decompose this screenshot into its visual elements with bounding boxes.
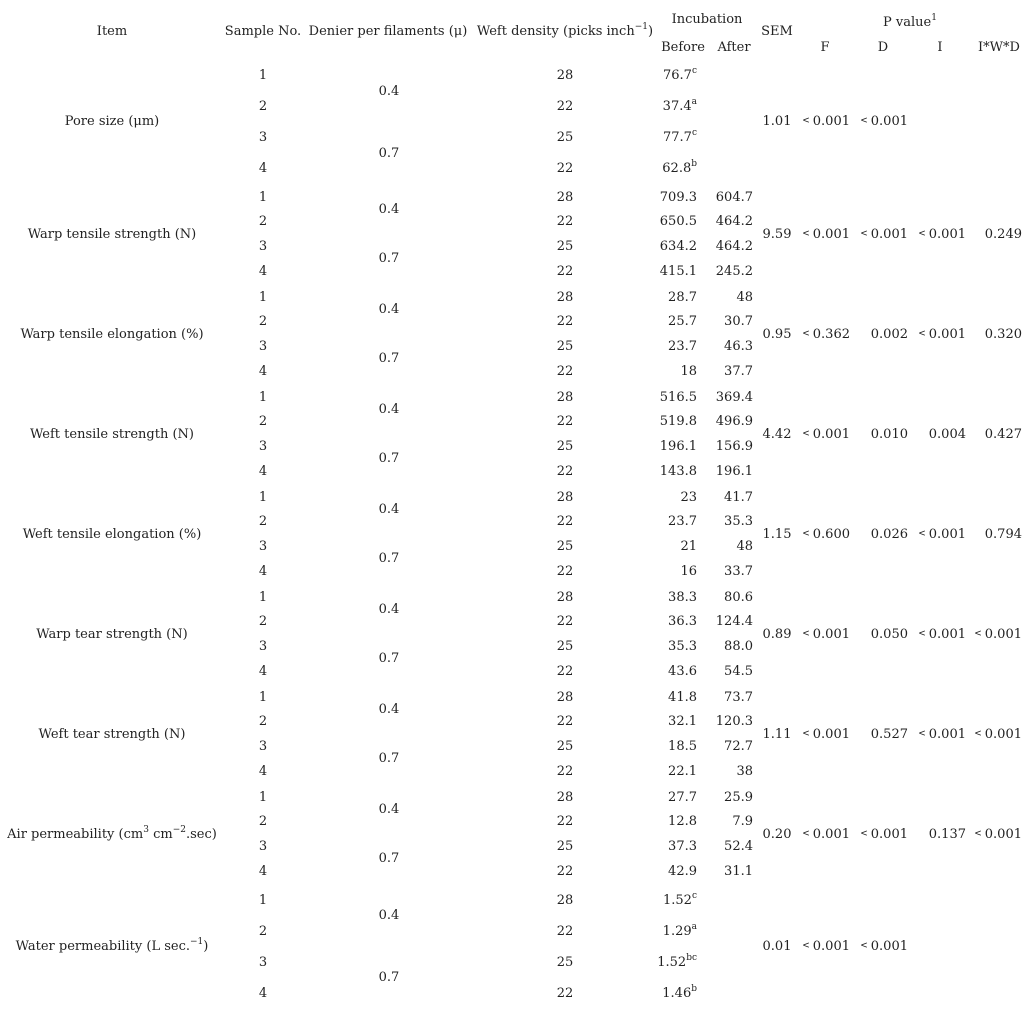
weft-density-cell: 22: [556, 161, 574, 176]
weft-density-cell: 22: [556, 764, 574, 779]
weft-density-cell: 25: [556, 130, 574, 145]
before-cell: 27.7: [668, 790, 697, 805]
weft-density-cell: 22: [556, 364, 574, 379]
denier-cell: 0.4: [378, 502, 400, 517]
after-cell: 72.7: [724, 739, 753, 754]
denier-cell: 0.7: [378, 751, 400, 766]
weft-density-cell: 22: [556, 864, 574, 879]
sample-no-cell: 2: [258, 414, 268, 429]
pvalue-iwd-cell: < 0.001: [974, 827, 1022, 842]
header-weft-density: Weft density (picks inch$^{-1}$): [476, 21, 654, 39]
sample-no-cell: 3: [258, 130, 268, 145]
sample-no-cell: 1: [258, 290, 268, 305]
sample-no-cell: 4: [258, 764, 268, 779]
denier-cell: 0.4: [378, 202, 400, 217]
after-cell: 41.7: [724, 490, 753, 505]
weft-density-cell: 28: [556, 690, 574, 705]
item-label: Warp tensile elongation (%): [20, 327, 204, 342]
sample-no-cell: 2: [258, 214, 268, 229]
after-cell: 54.5: [724, 664, 753, 679]
before-cell: 41.8: [668, 690, 697, 705]
after-cell: 196.1: [715, 464, 753, 479]
sample-no-cell: 2: [258, 924, 268, 939]
item-label: Pore size (μm): [64, 114, 160, 129]
item-label: Warp tensile strength (N): [27, 227, 197, 242]
sem-cell: 0.89: [762, 627, 792, 642]
weft-density-cell: 25: [556, 955, 574, 970]
weft-density-cell: 25: [556, 839, 574, 854]
after-cell: 120.3: [715, 714, 753, 729]
weft-density-cell: 22: [556, 264, 574, 279]
denier-cell: 0.4: [378, 908, 400, 923]
after-cell: 369.4: [715, 390, 753, 405]
after-cell: 46.3: [724, 339, 753, 354]
sample-no-cell: 1: [258, 893, 268, 908]
sem-cell: 1.01: [762, 114, 792, 129]
pvalue-f-cell: < 0.600: [802, 527, 850, 542]
sample-no-cell: 4: [258, 864, 268, 879]
pvalue-i-cell: < 0.001: [918, 327, 966, 342]
after-cell: 156.9: [715, 439, 753, 454]
weft-density-cell: 25: [556, 339, 574, 354]
sample-no-cell: 4: [258, 464, 268, 479]
denier-cell: 0.7: [378, 851, 400, 866]
weft-density-cell: 28: [556, 490, 574, 505]
before-cell: 709.3: [659, 190, 697, 205]
weft-density-cell: 22: [556, 99, 574, 114]
sample-no-cell: 1: [258, 590, 268, 605]
sample-no-cell: 3: [258, 439, 268, 454]
pvalue-f-cell: < 0.001: [802, 427, 850, 442]
before-cell: 32.1: [668, 714, 697, 729]
item-label: Weft tensile strength (N): [29, 427, 195, 442]
pvalue-iwd-cell: 0.794: [984, 527, 1022, 542]
before-cell: 35.3: [668, 639, 697, 654]
header-f: F: [820, 40, 830, 55]
sample-no-cell: 3: [258, 955, 268, 970]
denier-cell: 0.7: [378, 251, 400, 266]
denier-cell: 0.7: [378, 146, 400, 161]
header-after: After: [717, 40, 751, 55]
sample-no-cell: 2: [258, 814, 268, 829]
after-cell: 25.9: [724, 790, 753, 805]
pvalue-d-cell: 0.527: [870, 727, 908, 742]
sample-no-cell: 3: [258, 839, 268, 854]
pvalue-i-cell: 0.137: [928, 827, 966, 842]
before-cell: 42.9: [668, 864, 697, 879]
item-label: Weft tear strength (N): [38, 727, 186, 742]
weft-density-cell: 28: [556, 290, 574, 305]
denier-cell: 0.4: [378, 702, 400, 717]
sample-no-cell: 2: [258, 614, 268, 629]
pvalue-i-cell: < 0.001: [918, 727, 966, 742]
header-denier: Denier per filaments (μ): [308, 24, 468, 39]
denier-cell: 0.4: [378, 802, 400, 817]
before-cell: 18: [680, 364, 697, 379]
denier-cell: 0.4: [378, 602, 400, 617]
weft-density-cell: 28: [556, 190, 574, 205]
before-cell: 18.5: [668, 739, 697, 754]
before-cell: 77.7$^c$: [663, 127, 697, 145]
before-cell: 143.8: [659, 464, 697, 479]
item-label: Water permeability (L sec.$^{-1}$): [15, 936, 209, 954]
pvalue-d-cell: 0.050: [870, 627, 908, 642]
sample-no-cell: 4: [258, 664, 268, 679]
pvalue-d-cell: 0.026: [870, 527, 908, 542]
sample-no-cell: 4: [258, 161, 268, 176]
sample-no-cell: 1: [258, 690, 268, 705]
after-cell: 48: [736, 539, 753, 554]
after-cell: 35.3: [724, 514, 753, 529]
denier-cell: 0.7: [378, 551, 400, 566]
before-cell: 38.3: [668, 590, 697, 605]
weft-density-cell: 22: [556, 314, 574, 329]
before-cell: 415.1: [659, 264, 697, 279]
pvalue-f-cell: < 0.362: [802, 327, 850, 342]
pvalue-iwd-cell: < 0.001: [974, 727, 1022, 742]
before-cell: 196.1: [659, 439, 697, 454]
weft-density-cell: 22: [556, 614, 574, 629]
before-cell: 1.52$^{bc}$: [657, 952, 697, 970]
denier-cell: 0.7: [378, 451, 400, 466]
weft-density-cell: 22: [556, 214, 574, 229]
before-cell: 16: [680, 564, 697, 579]
before-cell: 21: [680, 539, 697, 554]
pvalue-f-cell: < 0.001: [802, 939, 850, 954]
weft-density-cell: 22: [556, 414, 574, 429]
before-cell: 36.3: [668, 614, 697, 629]
sample-no-cell: 1: [258, 68, 268, 83]
pvalue-d-cell: 0.010: [870, 427, 908, 442]
pvalue-f-cell: < 0.001: [802, 727, 850, 742]
header-incubation: Incubation: [671, 12, 743, 27]
sample-no-cell: 4: [258, 564, 268, 579]
header-sem: SEM: [761, 24, 793, 39]
item-label: Warp tear strength (N): [36, 627, 188, 642]
weft-density-cell: 22: [556, 464, 574, 479]
after-cell: 73.7: [724, 690, 753, 705]
sample-no-cell: 1: [258, 190, 268, 205]
pvalue-d-cell: < 0.001: [860, 939, 908, 954]
sample-no-cell: 3: [258, 739, 268, 754]
weft-density-cell: 28: [556, 390, 574, 405]
before-cell: 23.7: [668, 514, 697, 529]
denier-cell: 0.7: [378, 651, 400, 666]
weft-density-cell: 28: [556, 590, 574, 605]
before-cell: 1.46$^b$: [662, 983, 697, 1001]
before-cell: 634.2: [659, 239, 697, 254]
pvalue-f-cell: < 0.001: [802, 227, 850, 242]
pvalue-i-cell: < 0.001: [918, 527, 966, 542]
denier-cell: 0.7: [378, 351, 400, 366]
weft-density-cell: 25: [556, 239, 574, 254]
sem-cell: 0.20: [762, 827, 792, 842]
weft-density-cell: 22: [556, 714, 574, 729]
denier-cell: 0.4: [378, 302, 400, 317]
sample-no-cell: 2: [258, 314, 268, 329]
after-cell: 124.4: [715, 614, 753, 629]
sem-cell: 9.59: [762, 227, 792, 242]
after-cell: 7.9: [732, 814, 753, 829]
before-cell: 76.7$^c$: [663, 65, 697, 83]
header-iwd: I*W*D: [978, 40, 1020, 55]
pvalue-d-cell: < 0.001: [860, 827, 908, 842]
sample-no-cell: 3: [258, 339, 268, 354]
weft-density-cell: 28: [556, 893, 574, 908]
sample-no-cell: 1: [258, 390, 268, 405]
pvalue-d-cell: < 0.001: [860, 114, 908, 129]
pvalue-i-cell: < 0.001: [918, 227, 966, 242]
sample-no-cell: 4: [258, 264, 268, 279]
sem-cell: 1.11: [762, 727, 792, 742]
pvalue-f-cell: < 0.001: [802, 827, 850, 842]
after-cell: 33.7: [724, 564, 753, 579]
weft-density-cell: 25: [556, 439, 574, 454]
sample-no-cell: 1: [258, 490, 268, 505]
sample-no-cell: 1: [258, 790, 268, 805]
before-cell: 12.8: [668, 814, 697, 829]
before-cell: 62.8$^b$: [662, 158, 697, 176]
sample-no-cell: 3: [258, 639, 268, 654]
pvalue-d-cell: < 0.001: [860, 227, 908, 242]
after-cell: 464.2: [715, 239, 753, 254]
after-cell: 604.7: [715, 190, 753, 205]
weft-density-cell: 25: [556, 739, 574, 754]
weft-density-cell: 22: [556, 986, 574, 1001]
before-cell: 650.5: [659, 214, 697, 229]
pvalue-i-cell: < 0.001: [918, 627, 966, 642]
pvalue-iwd-cell: 0.427: [984, 427, 1022, 442]
pvalue-f-cell: < 0.001: [802, 114, 850, 129]
after-cell: 38: [736, 764, 753, 779]
denier-cell: 0.4: [378, 402, 400, 417]
before-cell: 1.29$^a$: [662, 921, 697, 939]
after-cell: 245.2: [715, 264, 753, 279]
sample-no-cell: 4: [258, 986, 268, 1001]
sample-no-cell: 3: [258, 539, 268, 554]
denier-cell: 0.4: [378, 84, 400, 99]
after-cell: 31.1: [724, 864, 753, 879]
sample-no-cell: 2: [258, 714, 268, 729]
after-cell: 464.2: [715, 214, 753, 229]
sample-no-cell: 2: [258, 514, 268, 529]
sample-no-cell: 2: [258, 99, 268, 114]
sem-cell: 1.15: [762, 527, 792, 542]
header-i: I: [937, 40, 943, 55]
after-cell: 30.7: [724, 314, 753, 329]
sample-no-cell: 4: [258, 364, 268, 379]
header-sample-no: Sample No.: [224, 24, 302, 39]
before-cell: 516.5: [659, 390, 697, 405]
before-cell: 23.7: [668, 339, 697, 354]
after-cell: 48: [736, 290, 753, 305]
before-cell: 37.4$^a$: [662, 96, 697, 114]
weft-density-cell: 22: [556, 924, 574, 939]
header-d: D: [877, 40, 889, 55]
pvalue-i-cell: 0.004: [928, 427, 966, 442]
header-item: Item: [96, 24, 128, 39]
sem-cell: 0.95: [762, 327, 792, 342]
after-cell: 52.4: [724, 839, 753, 854]
before-cell: 1.52$^c$: [663, 890, 697, 908]
item-label: Weft tensile elongation (%): [22, 527, 202, 542]
weft-density-cell: 22: [556, 814, 574, 829]
sem-cell: 0.01: [762, 939, 792, 954]
pvalue-iwd-cell: 0.320: [984, 327, 1022, 342]
item-label: Air permeability ($cm^3$ $cm^{-2}.\sec$): [7, 824, 217, 842]
pvalue-d-cell: 0.002: [870, 327, 908, 342]
weft-density-cell: 22: [556, 664, 574, 679]
before-cell: 22.1: [668, 764, 697, 779]
header-pvalue: P value$^1$: [883, 12, 937, 30]
before-cell: 37.3: [668, 839, 697, 854]
sample-no-cell: 3: [258, 239, 268, 254]
before-cell: 25.7: [668, 314, 697, 329]
weft-density-cell: 25: [556, 539, 574, 554]
before-cell: 28.7: [668, 290, 697, 305]
pvalue-iwd-cell: < 0.001: [974, 627, 1022, 642]
header-before: Before: [661, 40, 705, 55]
weft-density-cell: 22: [556, 564, 574, 579]
pvalue-iwd-cell: 0.249: [984, 227, 1022, 242]
pvalue-f-cell: < 0.001: [802, 627, 850, 642]
before-cell: 43.6: [668, 664, 697, 679]
weft-density-cell: 22: [556, 514, 574, 529]
before-cell: 23: [680, 490, 697, 505]
weft-density-cell: 28: [556, 68, 574, 83]
sem-cell: 4.42: [762, 427, 792, 442]
after-cell: 80.6: [724, 590, 753, 605]
after-cell: 37.7: [724, 364, 753, 379]
before-cell: 519.8: [659, 414, 697, 429]
denier-cell: 0.7: [378, 970, 400, 985]
weft-density-cell: 28: [556, 790, 574, 805]
weft-density-cell: 25: [556, 639, 574, 654]
after-cell: 496.9: [715, 414, 753, 429]
after-cell: 88.0: [724, 639, 753, 654]
